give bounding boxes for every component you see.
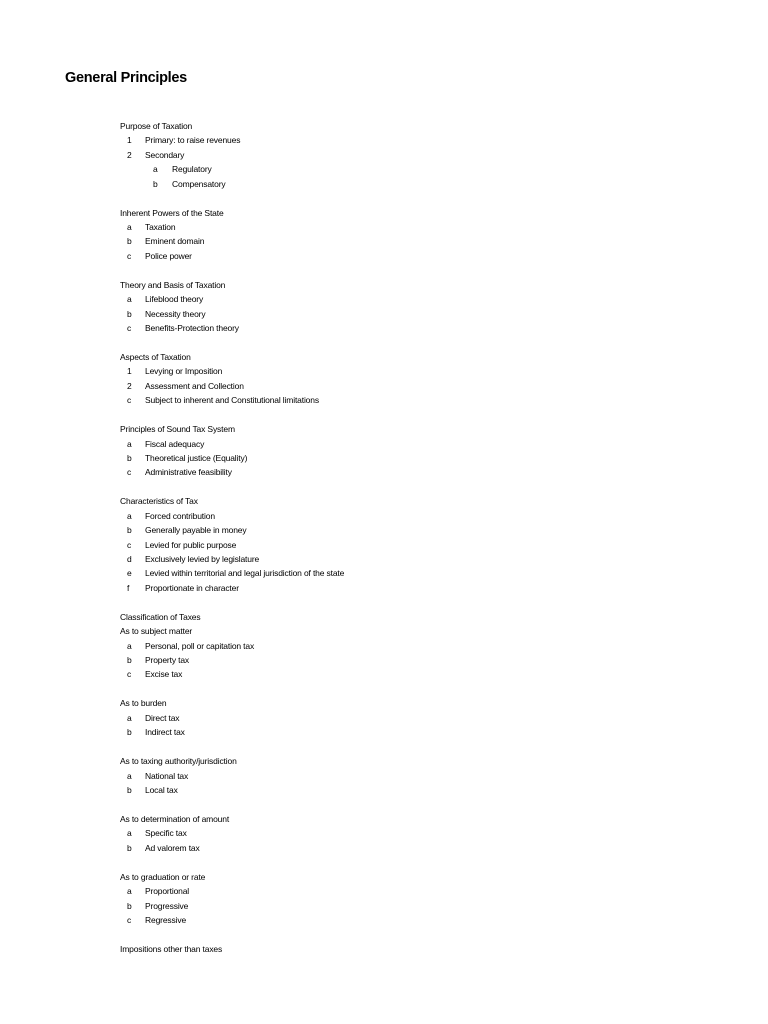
list-item-text: Personal, poll or capitation tax (145, 640, 255, 651)
list-item-marker: b (127, 525, 132, 536)
list-item-marker: d (127, 554, 132, 564)
list-item-text: Taxation (145, 222, 176, 232)
list-item-text: Secondary (145, 149, 185, 160)
list-item-marker: b (153, 178, 158, 189)
list-item-text: Exclusively levied by legislature (145, 554, 260, 564)
list-item-marker: a (127, 712, 132, 723)
list-item-text: Police power (145, 250, 192, 261)
list-item-text: Levying or Imposition (145, 366, 223, 377)
section-heading-text: As to determination of amount (120, 814, 230, 824)
list-item-text: National tax (145, 770, 189, 781)
list-item-marker: 2 (127, 380, 132, 391)
section-heading-text: Purpose of Taxation (120, 121, 193, 131)
list-item-marker: c (127, 539, 132, 550)
list-item-marker: 1 (127, 366, 132, 377)
list-item-marker: a (127, 294, 132, 305)
list-item-marker: f (127, 582, 130, 593)
section-heading-text: Inherent Powers of the State (120, 207, 224, 218)
list-item-marker: c (127, 915, 132, 925)
section-heading-text: As to graduation or rate (120, 871, 206, 882)
list-item-text: Regressive (145, 915, 187, 925)
list-item-text: Administrative feasibility (145, 467, 232, 478)
list-item-marker: b (127, 727, 132, 738)
list-item-marker: c (127, 323, 132, 333)
list-item-text: Theoretical justice (Equality) (145, 453, 248, 463)
list-item-text: Levied within territorial and legal jurisdiction of the state (145, 568, 345, 579)
section-heading-text: Aspects of Taxation (120, 352, 191, 362)
list-item-text: Lifeblood theory (145, 294, 204, 305)
list-item-text: Levied for public purpose (145, 539, 237, 550)
list-item-marker: b (127, 842, 132, 853)
section-heading-text: Classification of Taxes (120, 611, 201, 622)
list-item-text: Direct tax (145, 712, 180, 723)
list-item-marker: a (153, 164, 158, 175)
list-item-text: Property tax (145, 655, 190, 665)
section-heading-text: As to taxing authority/jurisdiction (120, 756, 237, 767)
list-item-text: Primary: to raise revenues (145, 135, 241, 146)
list-item-text: Proportionate in character (145, 582, 239, 593)
list-item-text: Compensatory (172, 178, 226, 189)
list-item-marker: a (127, 510, 132, 521)
page-title: General Principles (65, 70, 187, 86)
section-heading-text: Theory and Basis of Taxation (120, 279, 226, 290)
list-item-marker: 2 (127, 149, 132, 160)
list-item-text: Regulatory (172, 164, 212, 175)
list-item-marker: a (127, 640, 132, 651)
list-item-marker: a (127, 886, 132, 897)
list-item-marker: e (127, 568, 132, 579)
section-heading-text: As to burden (120, 698, 167, 709)
list-item-marker: a (127, 438, 132, 449)
list-item-marker: c (127, 395, 132, 406)
list-item-marker: b (127, 785, 132, 795)
list-item-marker: a (127, 828, 132, 839)
list-item-text: Necessity theory (145, 308, 206, 319)
list-item-marker: c (127, 669, 132, 680)
list-item-text: Proportional (145, 886, 190, 897)
list-item-marker: c (127, 250, 132, 261)
list-item-marker: b (127, 236, 132, 247)
list-item-marker: a (127, 770, 132, 781)
list-item-text: Fiscal adequacy (145, 438, 205, 449)
list-item-text: Local tax (145, 785, 178, 795)
list-item-marker: a (127, 222, 132, 232)
list-item-text: Specific tax (145, 828, 187, 839)
section-heading-text: Principles of Sound Tax System (120, 424, 235, 435)
list-item-text: Benefits-Protection theory (145, 323, 239, 333)
list-item-text: Assessment and Collection (145, 380, 244, 391)
list-item-marker: b (127, 655, 132, 665)
section-subheading-text: As to subject matter (120, 626, 193, 637)
list-item-text: Subject to inherent and Constitutional limitations (145, 395, 319, 406)
list-item-text: Excise tax (145, 669, 183, 680)
list-item-text: Progressive (145, 900, 189, 911)
list-item-text: Generally payable in money (145, 525, 247, 536)
list-item-text: Eminent domain (145, 236, 205, 247)
list-item-text: Forced contribution (145, 510, 215, 521)
list-item-marker: c (127, 467, 132, 478)
list-item-text: Indirect tax (145, 727, 185, 738)
list-item-marker: b (127, 308, 132, 319)
list-item-marker: 1 (127, 135, 132, 146)
list-item-marker: b (127, 453, 132, 463)
section-heading-text: Characteristics of Tax (120, 496, 198, 507)
list-item-marker: b (127, 900, 132, 911)
section-heading-text: Impositions other than taxes (120, 944, 223, 954)
list-item-text: Ad valorem tax (145, 842, 200, 853)
